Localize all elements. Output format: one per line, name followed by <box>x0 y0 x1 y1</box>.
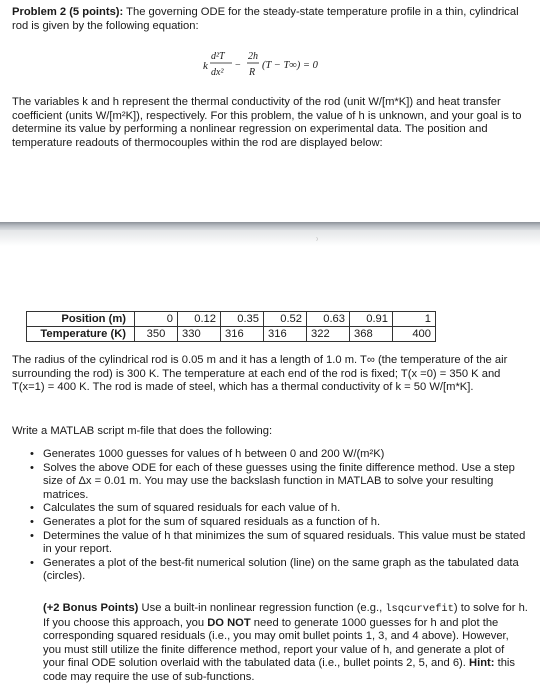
eq-den2: R <box>249 67 256 78</box>
row-label-position: Position (m) <box>27 312 135 327</box>
table-cell: 0.12 <box>178 312 221 327</box>
ode-equation <box>0 48 540 82</box>
list-item <box>26 448 528 462</box>
table-cell: 400 <box>393 327 436 342</box>
eq-num2: 2h <box>248 51 258 62</box>
bullet-text: Generates a plot for the sum of squared residuals as a function of h. <box>43 515 381 528</box>
table-cell: 350 <box>135 327 178 342</box>
thermocouple-table <box>26 311 436 342</box>
bullet-icon: • <box>30 448 34 460</box>
table-row-position <box>27 312 436 327</box>
page-gap-shadow <box>0 222 540 230</box>
bonus-text-1: Use a built-in nonlinear regression function (e.g., <box>138 602 386 614</box>
eq-k: k <box>203 60 208 72</box>
bonus-text-3: need to generate 1000 guesses for h and plot the corresponding squared residuals (i.e., you may omit bullet points 1, 3, and 4 above). However, you must still utilize the finite difference method, report your value of h, and generate a plot of your final ODE solution overlaid with the tabulated data (i.e., bullet points 2, 5, and 6). <box>43 616 509 670</box>
bullet-icon: • <box>30 502 34 515</box>
page-gap-fade <box>0 230 540 246</box>
table-cell: 316 <box>221 327 264 342</box>
eq-minus: − <box>235 60 241 71</box>
table-cell: 368 <box>350 327 393 342</box>
table-cell: 0.91 <box>350 312 393 327</box>
bullet-text: Generates a plot of the best-fit numerical solution (line) on the same graph as the tabulated data (circles). <box>43 556 519 583</box>
page-gap-mark: ⁾ <box>316 236 318 245</box>
list-item <box>26 557 528 584</box>
list-item <box>26 530 528 557</box>
paragraph-variables: The variables k and h represent the thermal conductivity of the rod (unit W/[m*K]) and heat transfer coefficient (units W/[m²K]), respectively. For this problem, the value of h is unknown, and your goal is to determine its value by performing a nonlinear regression on experimental data. The position and temperature readouts of thermocouples within the rod are displayed below: <box>12 96 522 149</box>
table-cell: 316 <box>264 327 307 342</box>
table-cell: 0.35 <box>221 312 264 327</box>
problem-heading: Problem 2 (5 points): <box>12 6 124 18</box>
list-item <box>26 462 528 503</box>
bullet-icon: • <box>30 515 34 528</box>
bonus-heading: (+2 Bonus Points) <box>43 602 139 614</box>
bonus-code: lsqcurvefit <box>385 603 454 615</box>
problem-intro-text: The governing ODE for the steady-state temperature profile in a thin, cylindrical rod is given by the following equation: <box>12 6 519 32</box>
table-cell: 1 <box>393 312 436 327</box>
row-label-temperature: Temperature (K) <box>27 327 135 342</box>
bullet-text: Determines the value of h that minimizes the sum of squared residuals. This value must be stated in your report. <box>43 529 526 556</box>
table-cell: 0 <box>135 312 178 327</box>
list-item <box>26 516 528 530</box>
bonus-do-not: DO NOT <box>207 616 251 629</box>
bullet-icon: • <box>30 556 34 569</box>
bonus-text-2: ) to solve for h. If you choose this approach, you <box>43 602 528 629</box>
paragraph-rod-properties: The radius of the cylindrical rod is 0.05 m and it has a length of 1.0 m. T∞ (the temperature of the air surrounding the rod) is 300 K. The temperature at each end of the rod is fixed; T(x =0) = 350 K and T(x=1) = 400 K. The rod is made of steel, which has a thermal conductivity of k = 50 W/[m*K]. <box>12 354 508 394</box>
table-cell: 322 <box>307 327 350 342</box>
table-cell: 0.63 <box>307 312 350 327</box>
bonus-paragraph <box>43 602 528 685</box>
table-row-temperature <box>27 327 436 342</box>
bonus-text-4: this code may require the use of sub-functions. <box>43 657 516 683</box>
bullet-text: Generates 1000 guesses for values of h between 0 and 200 W/(m²K) <box>43 448 385 460</box>
eq-den1: dx² <box>211 67 224 78</box>
bullet-icon: • <box>30 461 34 474</box>
bonus-hint: Hint: <box>469 657 495 670</box>
eq-num1: d²T <box>211 51 225 62</box>
paragraph-task: Write a MATLAB script m-file that does the following: <box>12 425 273 437</box>
table-cell: 330 <box>178 327 221 342</box>
bullet-icon: • <box>30 529 34 542</box>
bullet-text: Calculates the sum of squared residuals for each value of h. <box>43 502 341 515</box>
task-bullet-list <box>26 448 528 584</box>
problem-intro <box>12 6 527 33</box>
list-item <box>26 502 528 516</box>
table-cell: 0.52 <box>264 312 307 327</box>
bullet-text: Solves the above ODE for each of these guesses using the finite difference method. Use a step size of Δx = 0.01 m. You may use the backslash function in MATLAB to solve your resulting matrices. <box>43 461 515 501</box>
eq-paren: (T − T∞) = 0 <box>262 60 318 71</box>
